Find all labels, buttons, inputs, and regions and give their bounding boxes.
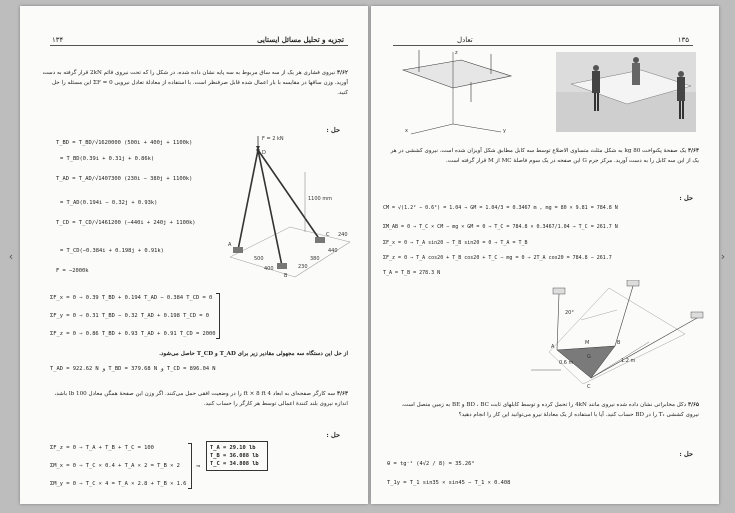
equation-line: T_CD = T_CD/√1461200 (−440i + 240j + 1100k) — [56, 220, 196, 226]
equation-line: CM = √(1.2² − 0.6²) = 1.04 ⇒ GM = 1.04/3 = 0.3467 m , mg = 80 × 9.81 = 784.8 N — [383, 205, 618, 211]
tripod-figure — [220, 132, 355, 292]
system-solution-note: از حل این دستگاه سه مجهولی مقادیر زیر برای T_AD و T_CD حاصل می‌شود. — [159, 351, 348, 357]
page-number: ۱۳۵ — [677, 36, 689, 44]
equation-line: = T_AD(0.194i − 0.32j + 0.93k) — [60, 200, 158, 206]
previous-page-arrow[interactable]: ‹ — [8, 250, 14, 263]
running-title: تعادل — [457, 36, 473, 44]
right-page — [371, 6, 719, 504]
equation-line: F = −2000k — [56, 268, 89, 274]
system-equation: ΣF_x = 0 ⇒ 0.39 T_BD + 0.194 T_AD − 0.384 T_CD = 0 — [50, 295, 213, 301]
equation-line: T_A = T_B = 278.3 N — [383, 270, 441, 276]
system-bracket — [216, 293, 220, 339]
point-label: C — [587, 384, 591, 390]
dimension-label: 240 — [338, 232, 348, 238]
equation-line: = T_BD(0.39i + 0.31j + 0.86k) — [60, 156, 155, 162]
problem-number: ۳/۶۳ — [336, 391, 348, 397]
dimension-label: 230 — [298, 264, 308, 270]
next-page-arrow[interactable]: › — [720, 250, 726, 263]
equation-line: T_BD = T_BD/√1620000 (500i + 400j + 1100k) — [56, 140, 193, 146]
axis-label: y — [503, 128, 506, 134]
problem-362-text — [42, 68, 348, 98]
equation-line: = T_CD(−0.384i + 0.198j + 0.91k) — [60, 248, 164, 254]
solution-label: حل : — [326, 126, 340, 134]
system-equation: ΣF_y = 0 ⇒ 0.31 T_BD − 0.32 T_AD + 0.198 T_CD = 0 — [50, 313, 210, 319]
triangle-plate-figure — [521, 280, 711, 396]
dimension-label: 500 — [254, 256, 264, 262]
running-title: تجزیه و تحلیل مسائل ایستایی — [257, 35, 344, 44]
implies-arrow: ⇒ — [196, 462, 201, 470]
problem-statement: سه کارگر صفحه‌ای به ابعاد 4 ft × 8 ft را در وضعیت افقی حمل می‌کنند. اگر وزن این صفحهٔ همگن معادل 100 lb باشد، اندازه نیروی بلند کنندهٔ اعمالی توسط هر کارگر را حساب کنید. — [54, 391, 348, 407]
three-workers-figure — [391, 46, 707, 138]
problem-365-text — [389, 400, 699, 420]
system-equation: ΣF_z = 0 ⇒ 0.86 T_BD + 0.93 T_AD + 0.91 T_CD = 2000 — [50, 331, 216, 337]
problem-number: ۳/۶۴ — [687, 148, 699, 154]
equation-363: ΣM_x = 0 ⇒ T_C × 0.4 + T_A × 2 = T_B × 2 — [50, 463, 180, 469]
point-label: B — [284, 273, 288, 279]
equation-line: ΣM_AB = 0 ⇒ T_C × CM − mg × GM = 0 ⇒ T_C = 784.8 × 0.3467/1.04 ⇒ T_C = 261.7 N — [383, 224, 618, 230]
length-label: 0.6 m — [559, 360, 574, 366]
angle-label: 20° — [565, 310, 574, 316]
dimension-label: 380 — [310, 256, 320, 262]
axis-label: x — [405, 128, 408, 134]
result-tb: T_B = 36.088 lb — [210, 453, 259, 459]
point-label: B — [617, 340, 621, 346]
solution-label: حل : — [326, 431, 340, 439]
result-ta: T_A = 29.10 lb — [210, 445, 256, 451]
dimension-label: 400 — [264, 266, 274, 272]
equation-line: T_AD = T_AD/√1407300 (230i − 380j + 1100k) — [56, 176, 193, 182]
solution-label: حل : — [679, 450, 693, 458]
length-label: 1.2 m — [621, 358, 636, 364]
dimension-label: 440 — [328, 248, 338, 254]
results-line: T_AD = 922.62 N و T_BD = 379.68 N و T_CD = 896.04 N — [50, 366, 216, 372]
axis-label: z — [455, 50, 458, 56]
problem-number: ۳/۶۵ — [687, 402, 699, 408]
problem-363-text — [42, 389, 348, 409]
result-tc: T_C = 34.808 lb — [210, 461, 259, 467]
point-label: C — [326, 232, 330, 238]
equation-363: ΣM_y = 0 ⇒ T_C × 4 = T_A × 2.8 + T_B × 1.6 — [50, 481, 187, 487]
problem-number: ۳/۶۲ — [336, 70, 348, 76]
point-label: D — [262, 150, 266, 156]
point-label: A — [551, 344, 555, 350]
point-label: M — [585, 340, 590, 346]
point-label: G — [587, 354, 591, 360]
equation-line: T_1y = T_1 sin35 × sin45 − T_1 × 0.408 — [387, 480, 511, 486]
system-bracket — [188, 443, 192, 489]
problem-364-text — [389, 146, 699, 166]
problem-statement: یک صفحهٔ پکنواخت 80 kg به شکل مثلث متساوی الاضلاع توسط سه کابل مطابق شکل آویزان شده است. نیروی کششی در هر یک از این سه کابل را به دست آورید. مرکز جرم G این صفحه در یک سوم فاصلهٔ MC از M قرار گرفته است. — [390, 148, 699, 164]
solution-label: حل : — [679, 194, 693, 202]
page-header — [50, 34, 348, 46]
boxed-results — [206, 441, 268, 471]
problem-statement: دکل مخابراتی نشان داده شده نیروی مانند 4kN را تحمل کرده و توسط کابلهای ثابت BD ، BC و BE به زمین متصل است. نیروی کششی T₁ را در BD حساب کنید. آیا با استفاده از یک معادلهٔ نیرو می‌توانید این کار را انجام دهید؟ — [401, 402, 699, 418]
left-page — [20, 6, 368, 504]
load-label: F = 2 kN — [262, 136, 284, 142]
equation-line: ΣF_x = 0 ⇒ T_A sin20 − T_B sin20 = 0 ⇒ T_A = T_B — [383, 240, 528, 246]
problem-statement: نیروی فشاری هر یک از سه ساق مربوط به سه پایه نشان داده شده، در شکل را که تحت نیروی قائم 2kN قرار گرفته به دست آورید. وزن ساقها در مقایسه با بار اعمال شده قابل صرفنظر است. با استفاده از معادلهٔ تعادل نیرویی ΣF = 0 این مسئله را حل کنید. — [42, 70, 348, 96]
page-header — [393, 34, 693, 46]
page-number: ۱۳۴ — [52, 36, 64, 44]
equation-363: ΣF_z = 0 ⇒ T_A + T_B + T_C = 100 — [50, 445, 154, 451]
equation-line: ΣF_z = 0 ⇒ T_A cos20 + T_B cos20 + T_C − mg = 0 ⇒ 2T_A cos20 = 784.8 − 261.7 — [383, 255, 612, 261]
equation-line: θ = tg⁻¹ (4√2 / 8) = 35.26° — [387, 461, 475, 467]
height-label: 1100 mm — [308, 196, 333, 202]
point-label: A — [228, 242, 232, 248]
